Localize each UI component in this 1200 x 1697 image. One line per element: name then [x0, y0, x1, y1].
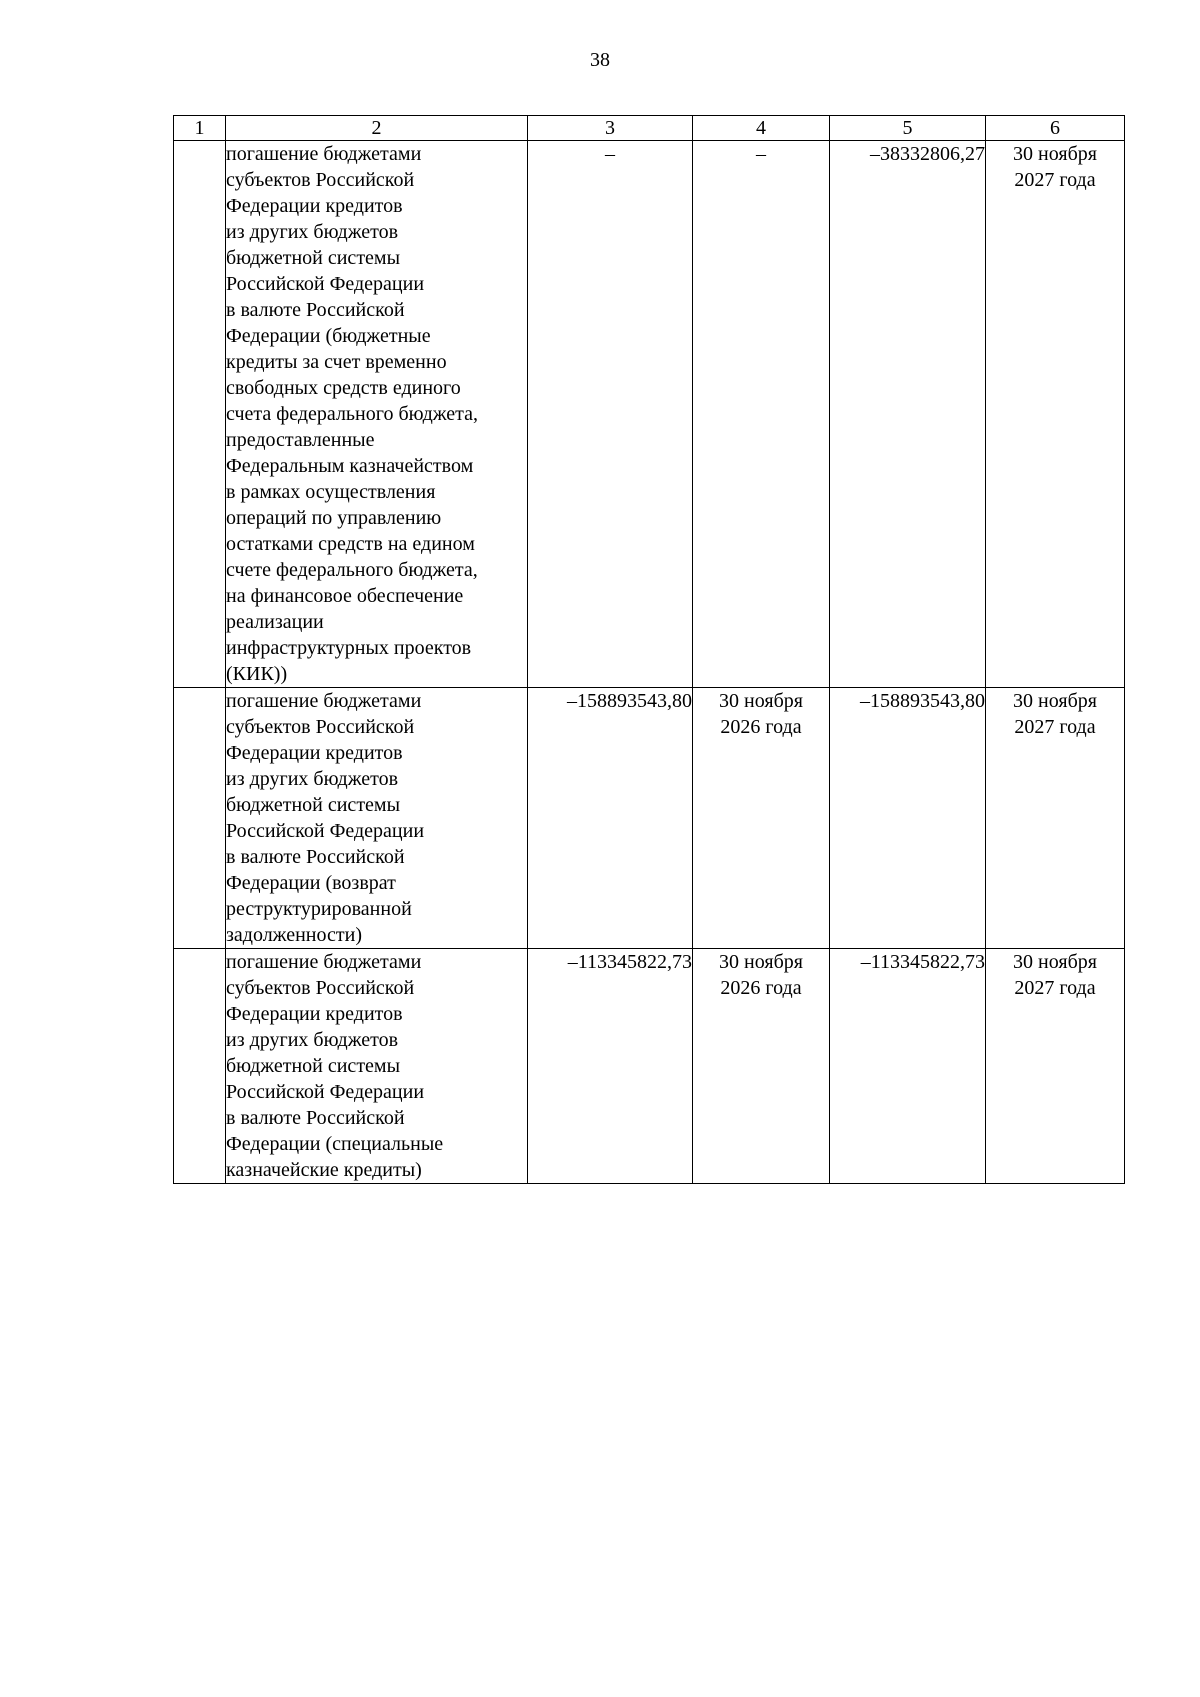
date-cell-col4: [693, 688, 830, 949]
description-line: погашение бюджетами: [226, 690, 422, 712]
description-line: Федерации кредитов: [226, 195, 403, 217]
amount-cell-col3: –113345822,73: [528, 949, 693, 1184]
description-line: на финансовое обеспечение: [226, 585, 464, 607]
description-line: казначейские кредиты): [226, 1159, 422, 1181]
date-line: 30 ноября: [719, 690, 803, 712]
description-line: Федерации (бюджетные: [226, 325, 431, 347]
date-cell-col4: [693, 949, 830, 1184]
table-row: [174, 688, 1125, 949]
description-line: из других бюджетов: [226, 1029, 399, 1051]
description-line: в валюте Российской: [226, 299, 405, 321]
description-line: Российской Федерации: [226, 273, 425, 295]
description-cell: [226, 688, 528, 949]
description-line: в рамках осуществления: [226, 481, 436, 503]
description-line: реализации: [226, 611, 324, 633]
amount-cell-col5: –158893543,80: [830, 688, 986, 949]
description-line: счете федерального бюджета,: [226, 559, 478, 581]
description-line: задолженности): [226, 924, 362, 946]
header-row: [174, 116, 1125, 141]
description-line: Федерации (специальные: [226, 1133, 444, 1155]
description-line: Российской Федерации: [226, 820, 425, 842]
description-cell: [226, 949, 528, 1184]
description-line: Федерации (возврат: [226, 872, 396, 894]
description-line: субъектов Российской: [226, 716, 415, 738]
description-line: операций по управлению: [226, 507, 442, 529]
description-line: счета федерального бюджета,: [226, 403, 479, 425]
date-line: 2026 года: [720, 716, 802, 738]
date-line: 30 ноября: [719, 951, 803, 973]
date-line: 2027 года: [1014, 169, 1096, 191]
date-line: 30 ноября: [1013, 951, 1097, 973]
description-line: Федерации кредитов: [226, 1003, 403, 1025]
description-line: реструктурированной: [226, 898, 412, 920]
description-line: из других бюджетов: [226, 221, 399, 243]
description-line: погашение бюджетами: [226, 951, 422, 973]
description-line: в валюте Российской: [226, 1107, 405, 1129]
column-header-6: 6: [986, 116, 1125, 141]
description-line: субъектов Российской: [226, 169, 415, 191]
column-header-3: 3: [528, 116, 693, 141]
description-line: (КИК)): [226, 663, 288, 685]
amount-cell-col3: –158893543,80: [528, 688, 693, 949]
row-number-cell: [174, 949, 226, 1184]
description-line: инфраструктурных проектов: [226, 637, 472, 659]
date-cell-col4: –: [693, 141, 830, 688]
column-header-1: 1: [174, 116, 226, 141]
description-line: бюджетной системы: [226, 1055, 401, 1077]
date-line: 30 ноября: [1013, 143, 1097, 165]
table-row: [174, 141, 1125, 688]
date-line: 2026 года: [720, 977, 802, 999]
description-line: субъектов Российской: [226, 977, 415, 999]
description-line: в валюте Российской: [226, 846, 405, 868]
table-row: [174, 949, 1125, 1184]
description-line: из других бюджетов: [226, 768, 399, 790]
description-line: бюджетной системы: [226, 247, 401, 269]
date-line: 2027 года: [1014, 977, 1096, 999]
page-number: 38: [590, 49, 610, 71]
amount-cell-col5: –38332806,27: [830, 141, 986, 688]
column-header-4: 4: [693, 116, 830, 141]
amount-cell-col3: –: [528, 141, 693, 688]
date-line: 2027 года: [1014, 716, 1096, 738]
budget-table: [173, 115, 1125, 1184]
column-header-2: 2: [226, 116, 528, 141]
amount-cell-col5: –113345822,73: [830, 949, 986, 1184]
description-cell: [226, 141, 528, 688]
description-line: свободных средств единого: [226, 377, 461, 399]
description-line: предоставленные: [226, 429, 375, 451]
description-line: остатками средств на едином: [226, 533, 475, 555]
description-line: Российской Федерации: [226, 1081, 425, 1103]
description-line: погашение бюджетами: [226, 143, 422, 165]
description-line: Федерации кредитов: [226, 742, 403, 764]
date-cell-col6: [986, 949, 1125, 1184]
description-line: кредиты за счет временно: [226, 351, 447, 373]
description-line: бюджетной системы: [226, 794, 401, 816]
date-cell-col6: [986, 688, 1125, 949]
date-cell-col6: [986, 141, 1125, 688]
column-header-5: 5: [830, 116, 986, 141]
row-number-cell: [174, 688, 226, 949]
row-number-cell: [174, 141, 226, 688]
date-line: 30 ноября: [1013, 690, 1097, 712]
description-line: Федеральным казначейством: [226, 455, 474, 477]
